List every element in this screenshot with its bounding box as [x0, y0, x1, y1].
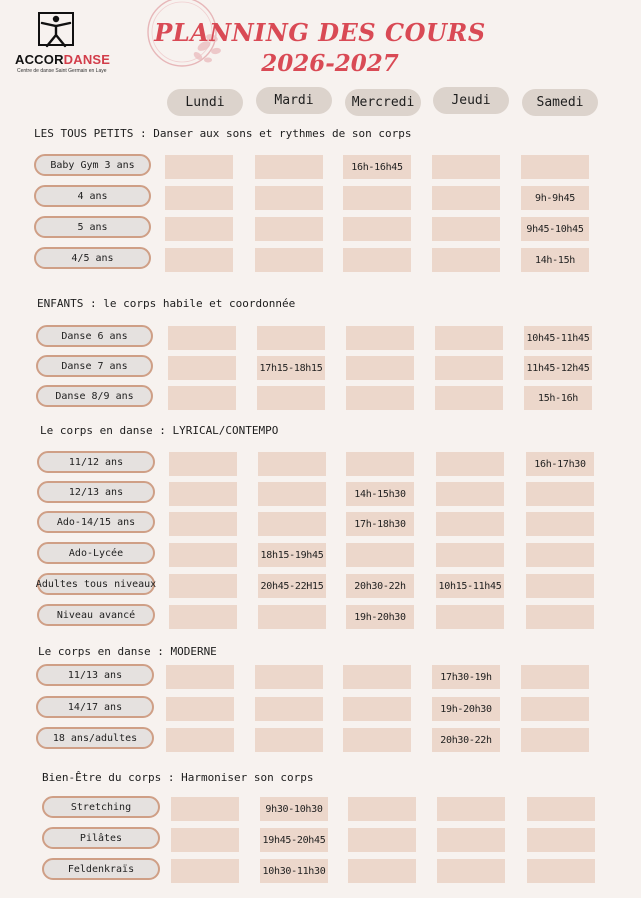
course-label: 11/13 ans [36, 664, 154, 686]
schedule-cell-lundi [169, 482, 237, 506]
schedule-cell-mercredi: 20h30-22h [346, 574, 414, 598]
section-title: LES TOUS PETITS : Danser aux sons et rythmes de son corps [34, 127, 412, 140]
schedule-cell-jeudi [436, 605, 504, 629]
schedule-cell-jeudi [435, 386, 503, 410]
schedule-cell-jeudi [436, 482, 504, 506]
schedule-cell-lundi [166, 697, 234, 721]
schedule-cell-samedi [526, 605, 594, 629]
dancer-logo-icon [38, 12, 74, 50]
course-label: Niveau avancé [37, 604, 155, 626]
schedule-cell-jeudi: 19h-20h30 [432, 697, 500, 721]
schedule-cell-jeudi [432, 248, 500, 272]
course-label: Feldenkraïs [42, 858, 160, 880]
course-label: Danse 7 ans [36, 355, 153, 377]
schedule-cell-mercredi [343, 186, 411, 210]
schedule-cell-jeudi [432, 186, 500, 210]
schedule-cell-samedi: 9h45-10h45 [521, 217, 589, 241]
schedule-cell-mercredi [343, 217, 411, 241]
schedule-cell-lundi [171, 828, 239, 852]
schedule-cell-mardi [255, 697, 323, 721]
course-label: 4 ans [34, 185, 151, 207]
schedule-cell-mercredi [346, 452, 414, 476]
schedule-cell-mercredi: 14h-15h30 [346, 482, 414, 506]
schedule-cell-mercredi: 17h-18h30 [346, 512, 414, 536]
schedule-cell-lundi [169, 574, 237, 598]
day-header-samedi: Samedi [522, 89, 598, 116]
course-label: Ado-Lycée [37, 542, 155, 564]
schedule-cell-lundi [165, 217, 233, 241]
schedule-cell-mardi: 20h45-22H15 [258, 574, 326, 598]
schedule-cell-lundi [166, 728, 234, 752]
schedule-cell-samedi: 10h45-11h45 [524, 326, 592, 350]
schedule-cell-mardi [255, 665, 323, 689]
schedule-cell-samedi [526, 543, 594, 567]
schedule-cell-lundi [168, 356, 236, 380]
schedule-cell-samedi: 16h-17h30 [526, 452, 594, 476]
schedule-cell-mardi [258, 452, 326, 476]
schedule-cell-jeudi [435, 356, 503, 380]
schedule-cell-mercredi [348, 828, 416, 852]
brand-tagline: Centre de danse Saint Germain en Laye [17, 68, 107, 74]
schedule-cell-mercredi: 16h-16h45 [343, 155, 411, 179]
course-label: Stretching [42, 796, 160, 818]
schedule-cell-lundi [171, 797, 239, 821]
schedule-cell-samedi [526, 574, 594, 598]
schedule-cell-lundi [169, 605, 237, 629]
schedule-cell-jeudi [436, 452, 504, 476]
schedule-cell-samedi [521, 728, 589, 752]
schedule-cell-jeudi: 10h15-11h45 [436, 574, 504, 598]
schedule-cell-samedi: 11h45-12h45 [524, 356, 592, 380]
schedule-cell-lundi [168, 326, 236, 350]
schedule-cell-mardi [255, 728, 323, 752]
course-label: 5 ans [34, 216, 151, 238]
schedule-cell-jeudi [437, 797, 505, 821]
section-title: Le corps en danse : MODERNE [38, 645, 217, 658]
course-label: 14/17 ans [36, 696, 154, 718]
schedule-cell-lundi [169, 452, 237, 476]
schedule-cell-mardi: 19h45-20h45 [260, 828, 328, 852]
schedule-cell-jeudi [436, 512, 504, 536]
course-label: Ado-14/15 ans [37, 511, 155, 533]
schedule-cell-jeudi [435, 326, 503, 350]
schedule-cell-samedi: 14h-15h [521, 248, 589, 272]
schedule-cell-jeudi: 17h30-19h [432, 665, 500, 689]
schedule-cell-mardi: 18h15-19h45 [258, 543, 326, 567]
schedule-cell-jeudi [432, 155, 500, 179]
schedule-cell-mercredi [343, 697, 411, 721]
schedule-cell-mardi [258, 482, 326, 506]
schedule-cell-mardi [255, 217, 323, 241]
schedule-cell-mardi: 9h30-10h30 [260, 797, 328, 821]
course-label: 4/5 ans [34, 247, 151, 269]
schedule-cell-jeudi: 20h30-22h [432, 728, 500, 752]
schedule-cell-samedi [527, 797, 595, 821]
course-label: Baby Gym 3 ans [34, 154, 151, 176]
schedule-cell-mercredi: 19h-20h30 [346, 605, 414, 629]
schedule-cell-samedi: 9h-9h45 [521, 186, 589, 210]
course-label: Danse 8/9 ans [36, 385, 153, 407]
schedule-cell-mardi [257, 326, 325, 350]
schedule-cell-samedi [521, 665, 589, 689]
section-title: Bien-Être du corps : Harmoniser son corps [42, 771, 314, 784]
schedule-cell-jeudi [437, 828, 505, 852]
course-label: 12/13 ans [37, 481, 155, 503]
schedule-cell-lundi [165, 155, 233, 179]
day-header-lundi: Lundi [167, 89, 243, 116]
schedule-cell-jeudi [436, 543, 504, 567]
schedule-cell-mardi [255, 248, 323, 272]
schedule-cell-mercredi [343, 728, 411, 752]
schedule-cell-samedi [521, 155, 589, 179]
schedule-cell-mercredi [343, 248, 411, 272]
section-title: ENFANTS : le corps habile et coordonnée [37, 297, 296, 310]
schedule-cell-lundi [168, 386, 236, 410]
schedule-cell-mercredi [346, 386, 414, 410]
schedule-cell-lundi [166, 665, 234, 689]
schedule-cell-samedi [521, 697, 589, 721]
schedule-cell-samedi [527, 828, 595, 852]
schedule-cell-jeudi [437, 859, 505, 883]
schedule-cell-mercredi [348, 797, 416, 821]
page-title: PLANNING DES COURS [154, 18, 486, 47]
schedule-cell-samedi [526, 512, 594, 536]
day-header-jeudi: Jeudi [433, 87, 509, 114]
course-label: Pilâtes [42, 827, 160, 849]
schedule-cell-mardi [258, 512, 326, 536]
schedule-cell-mardi: 17h15-18h15 [257, 356, 325, 380]
schedule-cell-mardi [255, 186, 323, 210]
schedule-cell-lundi [169, 543, 237, 567]
season-year: 2026-2027 [261, 50, 399, 77]
schedule-cell-mardi: 10h30-11h30 [260, 859, 328, 883]
schedule-cell-jeudi [432, 217, 500, 241]
schedule-cell-lundi [165, 186, 233, 210]
schedule-cell-mardi [258, 605, 326, 629]
schedule-cell-mercredi [348, 859, 416, 883]
course-label: Danse 6 ans [36, 325, 153, 347]
schedule-cell-mardi [255, 155, 323, 179]
schedule-cell-samedi [526, 482, 594, 506]
day-header-mercredi: Mercredi [345, 89, 421, 116]
schedule-cell-mardi [257, 386, 325, 410]
schedule-cell-mercredi [346, 543, 414, 567]
schedule-cell-mercredi [343, 665, 411, 689]
brand-name: ACCORDANSE [15, 52, 111, 67]
section-title: Le corps en danse : LYRICAL/CONTEMPO [40, 424, 279, 437]
schedule-cell-samedi [527, 859, 595, 883]
schedule-cell-mercredi [346, 356, 414, 380]
schedule-cell-lundi [169, 512, 237, 536]
course-label: Adultes tous niveaux [37, 573, 155, 595]
day-header-mardi: Mardi [256, 87, 332, 114]
schedule-cell-mercredi [346, 326, 414, 350]
course-label: 18 ans/adultes [36, 727, 154, 749]
schedule-cell-lundi [171, 859, 239, 883]
schedule-cell-lundi [165, 248, 233, 272]
schedule-cell-samedi: 15h-16h [524, 386, 592, 410]
accordanse-logo [15, 12, 125, 74]
course-label: 11/12 ans [37, 451, 155, 473]
